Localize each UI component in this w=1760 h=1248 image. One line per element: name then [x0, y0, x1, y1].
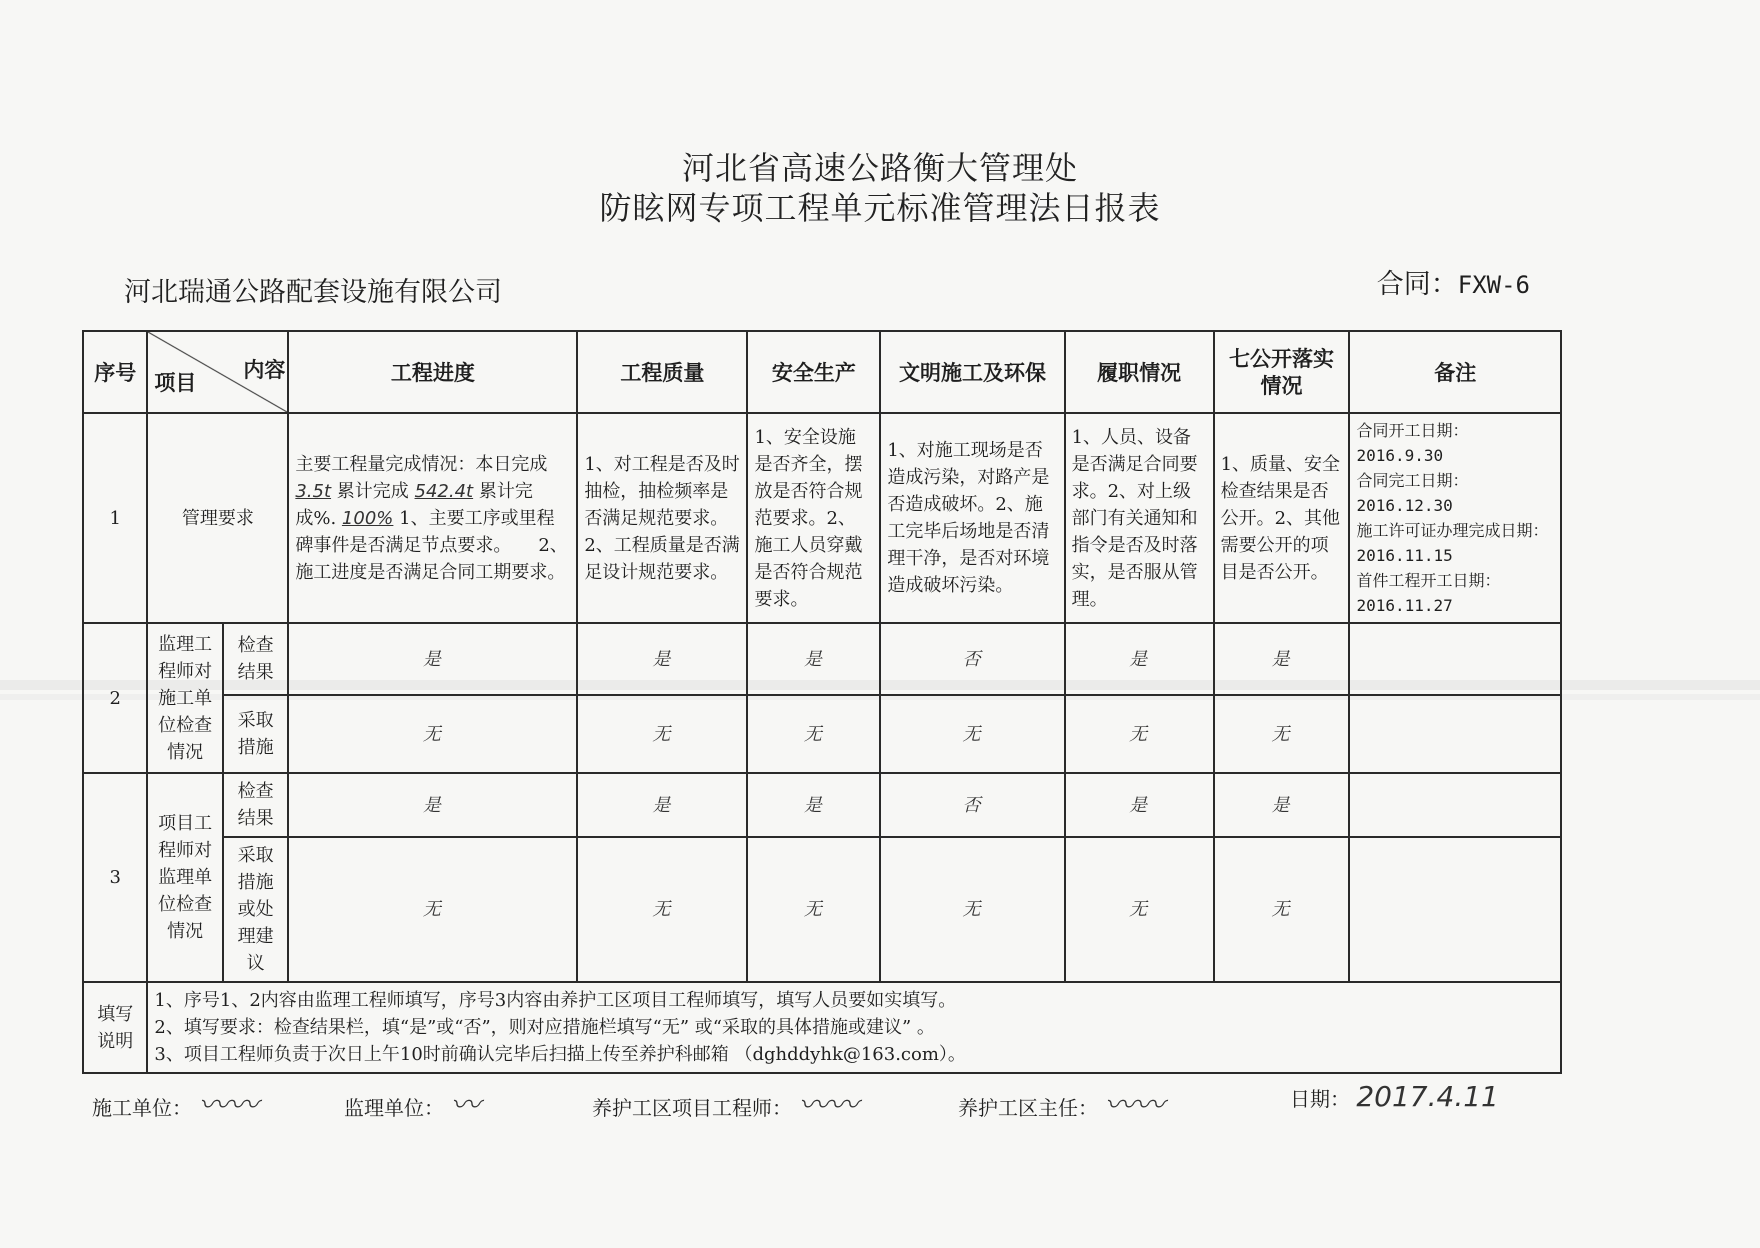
row2-check-progress: 是 — [288, 623, 577, 695]
row2-measure-civil: 无 — [880, 695, 1064, 773]
header-remarks: 备注 — [1349, 331, 1561, 413]
row3-measure-civil: 无 — [880, 837, 1064, 982]
construction-signature: 〰〰 — [198, 1088, 259, 1123]
contract-value: FXW-6 — [1457, 271, 1530, 299]
row-management — [83, 413, 1561, 623]
header-content: 内容 — [243, 357, 286, 382]
sig-construction — [92, 1080, 258, 1124]
supervision-label: 监理单位： — [344, 1096, 444, 1120]
construction-label: 施工单位： — [92, 1096, 192, 1120]
progress-text-d: 1、主要工序或里程碑事件是否满足节点要求。 2、施工进度是否满足合同工期要求。 — [295, 507, 568, 583]
contract-number — [1377, 262, 1530, 301]
row2-seq: 2 — [83, 623, 147, 773]
progress-daily: 3.5t — [295, 480, 332, 502]
remark-line: 2016.12.30 — [1356, 496, 1453, 515]
row3-item: 项目工程师对监理单位检查情况 — [147, 773, 223, 982]
sig-supervision — [344, 1080, 480, 1124]
director-label: 养护工区主任： — [958, 1096, 1098, 1120]
row2-check-duty: 是 — [1065, 623, 1214, 695]
header-duty: 履职情况 — [1065, 331, 1214, 413]
progress-text-b: 累计完成 — [336, 480, 409, 502]
row2-check-civil: 否 — [880, 623, 1064, 695]
note-line-3: 3、项目工程师负责于次日上午10时前确认完毕后扫描上传至养护科邮箱 （dghddyhk@163.com）。 — [154, 1044, 966, 1065]
engineer-signature: 〰〰 — [798, 1088, 859, 1123]
remark-line: 2016.9.30 — [1356, 446, 1444, 465]
header-seq: 序号 — [83, 331, 147, 413]
row2-item: 监理工程师对施工单位检查情况 — [147, 623, 223, 773]
title-line-2: 防眩网专项工程单元标准管理法日报表 — [599, 189, 1161, 227]
row2-measure-safety: 无 — [747, 695, 880, 773]
row3-seq: 3 — [83, 773, 147, 982]
sig-engineer — [592, 1080, 858, 1124]
row-engineer-check — [83, 773, 1561, 837]
row1-item: 管理要求 — [147, 413, 288, 623]
row1-safety: 1、安全设施是否齐全，摆放是否符合规范要求。2、施工人员穿戴是否符合规范要求。 — [747, 413, 880, 623]
row3-measure-quality: 无 — [577, 837, 747, 982]
date-label: 日期： — [1290, 1087, 1350, 1111]
row2-check-safety: 是 — [747, 623, 880, 695]
row3-check-seven: 是 — [1214, 773, 1350, 837]
notes-label: 填写说明 — [83, 982, 147, 1073]
row-supervisor-check — [83, 623, 1561, 695]
row-engineer-measure — [83, 837, 1561, 982]
date-value: 2017.4.11 — [1356, 1080, 1499, 1113]
header-seven: 七公开落实情况 — [1214, 331, 1350, 413]
header-civil: 文明施工及环保 — [880, 331, 1064, 413]
sig-date — [1290, 1080, 1499, 1113]
row3-check-progress: 是 — [288, 773, 577, 837]
row3-measure-seven: 无 — [1214, 837, 1350, 982]
remark-line: 2016.11.27 — [1356, 596, 1453, 615]
row1-progress — [288, 413, 577, 623]
row2-check-seven: 是 — [1214, 623, 1350, 695]
report-table — [82, 330, 1562, 1074]
row2-measure-seven: 无 — [1214, 695, 1350, 773]
engineer-label: 养护工区项目工程师： — [592, 1096, 792, 1120]
row3-check-remarks — [1349, 773, 1561, 837]
row2-measure-remarks — [1349, 695, 1561, 773]
row2-measure-progress: 无 — [288, 695, 577, 773]
row3-check-duty: 是 — [1065, 773, 1214, 837]
row3-measure-progress: 无 — [288, 837, 577, 982]
notes-body — [147, 982, 1561, 1073]
row2-check-quality: 是 — [577, 623, 747, 695]
row2-measure-quality: 无 — [577, 695, 747, 773]
row1-seq: 1 — [83, 413, 147, 623]
notes-row — [83, 982, 1561, 1073]
header-row — [83, 331, 1561, 413]
remark-line: 首件工程开工日期： — [1356, 571, 1501, 590]
row3-measure-remarks — [1349, 837, 1561, 982]
supervision-signature: 〰 — [450, 1088, 481, 1123]
row1-duty: 1、人员、设备是否满足合同要求。2、对上级部门有关通知和指令是否及时落实，是否服从管理。 — [1065, 413, 1214, 623]
row3-check-quality: 是 — [577, 773, 747, 837]
row-supervisor-measure — [83, 695, 1561, 773]
row2-sub-check: 检查结果 — [223, 623, 288, 695]
row3-check-safety: 是 — [747, 773, 880, 837]
director-signature: 〰〰 — [1104, 1088, 1165, 1123]
remark-line: 合同完工日期： — [1356, 471, 1469, 490]
contract-label: 合同： — [1376, 269, 1458, 300]
row1-quality: 1、对工程是否及时抽检，抽检频率是否满足规范要求。2、工程质量是否满足设计规范要求。 — [577, 413, 747, 623]
header-item: 项目 — [154, 370, 197, 395]
title-line-1: 河北省高速公路衡大管理处 — [681, 149, 1078, 187]
header-quality: 工程质量 — [577, 331, 747, 413]
header-safety: 安全生产 — [747, 331, 880, 413]
row3-check-civil: 否 — [880, 773, 1064, 837]
row3-sub-measure: 采取措施或处理建议 — [223, 837, 288, 982]
remark-line: 合同开工日期： — [1356, 421, 1469, 440]
row3-measure-duty: 无 — [1065, 837, 1214, 982]
row1-civil: 1、对施工现场是否造成污染，对路产是否造成破坏。2、施工完毕后场地是否清理干净，是否对环境造成破坏污染。 — [880, 413, 1064, 623]
row3-sub-check: 检查结果 — [223, 773, 288, 837]
row2-sub-measure: 采取措施 — [223, 695, 288, 773]
note-line-2: 2、填写要求：检查结果栏，填“是”或“否”，则对应措施栏填写“无” 或“采取的具体措施或建议” 。 — [154, 1017, 935, 1038]
remark-line: 施工许可证办理完成日期： 2016.11.15 — [1356, 521, 1557, 565]
row2-check-remarks — [1349, 623, 1561, 695]
header-progress: 工程进度 — [288, 331, 577, 413]
progress-text-a: 主要工程量完成情况：本日完成 — [295, 453, 548, 475]
progress-cumulative: 542.4t — [414, 480, 474, 502]
row2-measure-duty: 无 — [1065, 695, 1214, 773]
row3-measure-safety: 无 — [747, 837, 880, 982]
note-line-1: 1、序号1、2内容由监理工程师填写，序号3内容由养护工区项目工程师填写，填写人员要如实填写。 — [154, 990, 957, 1011]
progress-percent: 100% — [341, 507, 394, 529]
company-name: 河北瑞通公路配套设施有限公司 — [124, 277, 502, 308]
sig-director — [958, 1080, 1164, 1124]
header-item-content — [147, 331, 288, 413]
progress-text-c: 累计完成%. — [295, 480, 533, 529]
row1-seven: 1、质量、安全检查结果是否公开。2、其他需要公开的项目是否公开。 — [1214, 413, 1350, 623]
row1-remarks — [1349, 413, 1561, 623]
